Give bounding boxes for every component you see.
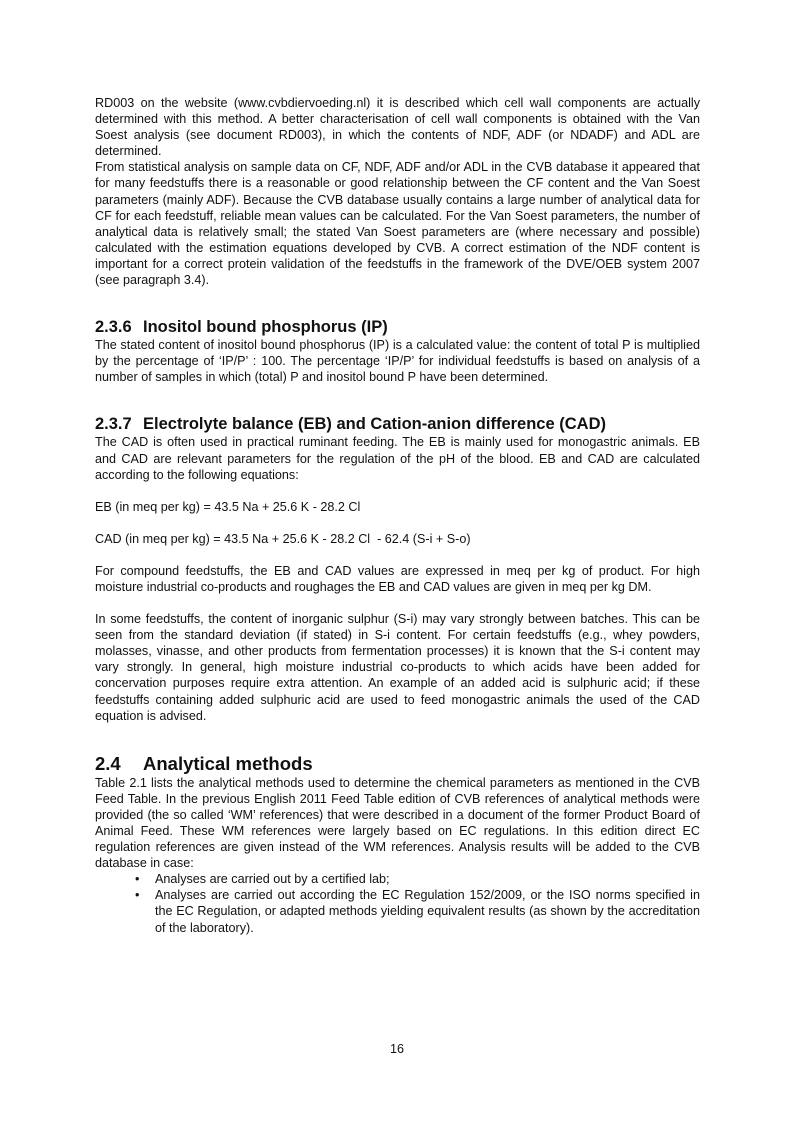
list-item: • Analyses are carried out according the EC Regulation 152/2009, or the ISO norms specified in the EC Regulation, or adapted methods yielding equivalent results (as shown by the accreditation of the laboratory). xyxy=(95,887,700,935)
section-number: 2.3.7 xyxy=(95,415,132,434)
section-title: Analytical methods xyxy=(143,752,313,774)
list-item: • Analyses are carried out by a certified lab; xyxy=(95,871,700,887)
section-title: Electrolyte balance (EB) and Cation-anion difference (CAD) xyxy=(143,415,606,434)
cad-equation: CAD (in meq per kg) = 43.5 Na + 25.6 K - 28.2 Cl - 62.4 (S-i + S-o) xyxy=(95,531,471,546)
analytical-methods-paragraph: Table 2.1 lists the analytical methods used to determine the chemical parameters as mentioned in the CVB Feed Table. In the previous English 2011 Feed Table edition of CVB references of analytical methods were provided (the so called ‘WM’ references) that were described in a document of the former Product Board of Animal Feed. These WM references were largely based on EC regulations. In this edition direct EC regulation references are given instead of the WM references. Analysis results will be added to the CVB database in case: xyxy=(95,775,700,871)
section-heading-2-3-6 xyxy=(95,317,700,337)
ip-paragraph: The stated content of inositol bound phosphorus (IP) is a calculated value: the content of total P is multiplied by the percentage of ‘IP/P’ : 100. The percentage ‘IP/P’ for individual feedstuffs is based on analysis of a number of samples in which (total) P and inositol bound P have been determined. xyxy=(95,338,700,385)
sulphur-paragraph: In some feedstuffs, the content of inorganic sulphur (S-i) may vary strongly between batches. This can be seen from the standard deviation (if stated) in S-i content. For certain feedstuffs (e.g., whey powders, molasses, vinasse, and other products from fermentation processes) it is known that the S-i content may vary strongly. In general, high moisture industrial co-products to which acids have been added for concervation purposes require extra attention. An example of an added acid is sulphuric acid; if these feedstuffs containing added sulphuric acid are used to feed monogastric animals the used of the CAD equation is advised. xyxy=(95,612,700,723)
analysis-criteria-list xyxy=(95,871,700,935)
page-body xyxy=(95,95,700,936)
section-title: Inositol bound phosphorus (IP) xyxy=(143,318,388,337)
intro-paragraph-1: RD003 on the website (www.cvbdiervoeding.nl) it is described which cell wall components are actually determined with this method. A better characterisation of cell wall components is obtained with the Van Soest analysis (see document RD003), in which the contents of NDF, ADF (or NDADF) and ADL are determined. xyxy=(95,96,700,159)
eb-cad-intro-paragraph: The CAD is often used in practical ruminant feeding. The EB is mainly used for monogastric animals. EB and CAD are relevant parameters for the regulation of the pH of the blood. EB and CAD are calculated according to the following equations: xyxy=(95,435,700,482)
units-paragraph: For compound feedstuffs, the EB and CAD values are expressed in meq per kg of product. For high moisture industrial co-products and roughages the EB and CAD values are given in meq per kg DM. xyxy=(95,563,700,594)
eb-equation: EB (in meq per kg) = 43.5 Na + 25.6 K - 28.2 Cl xyxy=(95,499,361,514)
page-number: 16 xyxy=(389,1042,404,1056)
section-heading-2-3-7 xyxy=(95,414,700,434)
section-number: 2.4 xyxy=(95,752,121,774)
section-heading-2-4 xyxy=(95,753,700,775)
intro-paragraph-2: From statistical analysis on sample data on CF, NDF, ADF and/or ADL in the CVB database it appeared that for many feedstuffs there is a reasonable or good relationship between the CF content and the Van Soest parameters (mainly ADF). Because the CVB database usually contains a large number of analytical data for CF for each feedstuff, reliable mean values can be calculated. For the Van Soest parameters, the number of analytical data is relatively small; the stated Van Soest parameters are (where necessary and possible) calculated with the estimation equations developed by CVB. A correct estimation of the NDF content is important for a correct protein validation of the feedstuffs in the framework of the DVE/OEB system 2007 (see paragraph 3.4). xyxy=(95,160,700,288)
section-number: 2.3.6 xyxy=(95,318,132,337)
